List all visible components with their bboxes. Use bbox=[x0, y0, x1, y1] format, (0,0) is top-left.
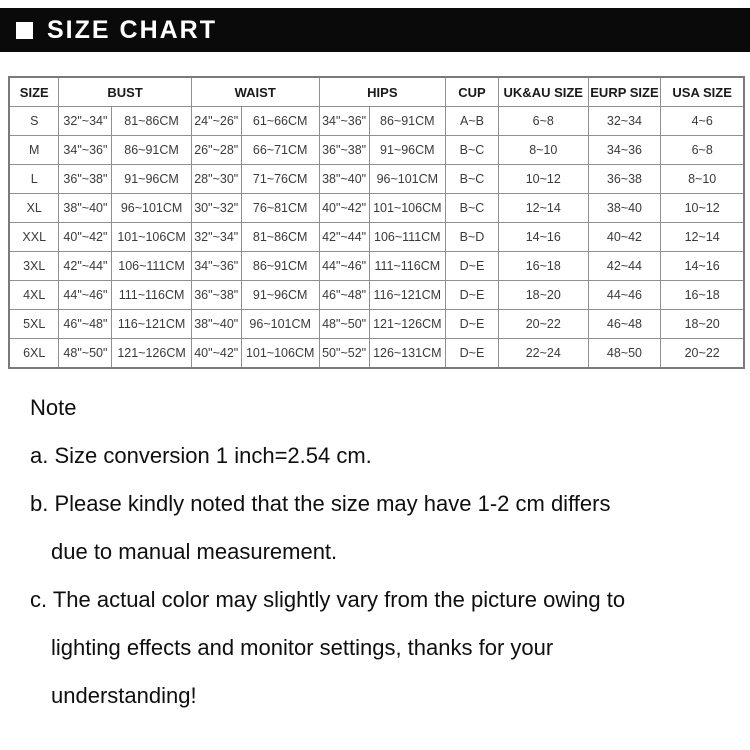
table-cell: 18~20 bbox=[661, 310, 744, 339]
note-line: due to manual measurement. bbox=[51, 539, 338, 564]
column-header-hips: HIPS bbox=[319, 77, 445, 107]
size-label-cell: XXL bbox=[9, 223, 59, 252]
table-cell: 126~131CM bbox=[369, 339, 445, 369]
table-row bbox=[9, 252, 744, 281]
table-cell: 22~24 bbox=[498, 339, 588, 369]
column-header-waist: WAIST bbox=[191, 77, 319, 107]
table-cell: 44"~46" bbox=[59, 281, 112, 310]
table-cell: 46"~48" bbox=[319, 281, 369, 310]
size-label-cell: M bbox=[9, 136, 59, 165]
note-line: a. Size conversion 1 inch=2.54 cm. bbox=[30, 443, 372, 468]
table-cell: 86~91CM bbox=[369, 107, 445, 136]
table-cell: 71~76CM bbox=[241, 165, 319, 194]
size-label-cell: S bbox=[9, 107, 59, 136]
table-cell: 44"~46" bbox=[319, 252, 369, 281]
table-cell: 36"~38" bbox=[191, 281, 241, 310]
table-cell: 61~66CM bbox=[241, 107, 319, 136]
table-cell: 36"~38" bbox=[319, 136, 369, 165]
table-cell: B~C bbox=[446, 194, 499, 223]
table-cell: 6~8 bbox=[661, 136, 744, 165]
table-cell: 8~10 bbox=[661, 165, 744, 194]
table-row bbox=[9, 339, 744, 369]
table-header-row bbox=[9, 77, 744, 107]
table-cell: 91~96CM bbox=[112, 165, 191, 194]
table-cell: 40"~42" bbox=[59, 223, 112, 252]
table-cell: 38"~40" bbox=[59, 194, 112, 223]
table-cell: 121~126CM bbox=[369, 310, 445, 339]
table-cell: 116~121CM bbox=[112, 310, 191, 339]
size-label-cell: 4XL bbox=[9, 281, 59, 310]
table-cell: 14~16 bbox=[498, 223, 588, 252]
table-cell: 36"~38" bbox=[59, 165, 112, 194]
notes-section bbox=[30, 384, 740, 720]
table-cell: 32"~34" bbox=[59, 107, 112, 136]
table-cell: 28"~30" bbox=[191, 165, 241, 194]
table-cell: 34"~36" bbox=[59, 136, 112, 165]
table-cell: 106~111CM bbox=[369, 223, 445, 252]
table-cell: 44~46 bbox=[588, 281, 661, 310]
table-cell: 24"~26" bbox=[191, 107, 241, 136]
table-cell: 48~50 bbox=[588, 339, 661, 369]
table-cell: 66~71CM bbox=[241, 136, 319, 165]
note-line: b. Please kindly noted that the size may have 1-2 cm differs bbox=[30, 491, 611, 516]
table-cell: 101~106CM bbox=[369, 194, 445, 223]
banner-title: SIZE CHART bbox=[47, 15, 217, 44]
table-row bbox=[9, 310, 744, 339]
table-cell: 40"~42" bbox=[319, 194, 369, 223]
table-cell: 30"~32" bbox=[191, 194, 241, 223]
table-cell: 36~38 bbox=[588, 165, 661, 194]
table-cell: 96~101CM bbox=[241, 310, 319, 339]
table-cell: 20~22 bbox=[498, 310, 588, 339]
table-cell: 121~126CM bbox=[112, 339, 191, 369]
column-header-uk-au-size: UK&AU SIZE bbox=[498, 77, 588, 107]
table-cell: 12~14 bbox=[498, 194, 588, 223]
table-cell: B~C bbox=[446, 136, 499, 165]
table-cell: 91~96CM bbox=[241, 281, 319, 310]
table-row bbox=[9, 281, 744, 310]
table-cell: D~E bbox=[446, 252, 499, 281]
table-cell: B~D bbox=[446, 223, 499, 252]
table-cell: D~E bbox=[446, 281, 499, 310]
size-chart-banner bbox=[0, 8, 750, 52]
table-row bbox=[9, 165, 744, 194]
table-cell: 34~36 bbox=[588, 136, 661, 165]
table-cell: 38~40 bbox=[588, 194, 661, 223]
table-cell: 48"~50" bbox=[59, 339, 112, 369]
table-cell: 50"~52" bbox=[319, 339, 369, 369]
table-cell: 101~106CM bbox=[241, 339, 319, 369]
column-header-cup: CUP bbox=[446, 77, 499, 107]
table-cell: 106~111CM bbox=[112, 252, 191, 281]
table-cell: 42"~44" bbox=[59, 252, 112, 281]
table-cell: 76~81CM bbox=[241, 194, 319, 223]
table-cell: 26"~28" bbox=[191, 136, 241, 165]
table-cell: 81~86CM bbox=[241, 223, 319, 252]
table-cell: A~B bbox=[446, 107, 499, 136]
table-cell: 111~116CM bbox=[369, 252, 445, 281]
size-label-cell: L bbox=[9, 165, 59, 194]
note-line: lighting effects and monitor settings, thanks for your bbox=[51, 635, 554, 660]
table-cell: 12~14 bbox=[661, 223, 744, 252]
column-header-eurp-size: EURP SIZE bbox=[588, 77, 661, 107]
table-row bbox=[9, 194, 744, 223]
size-chart-table bbox=[8, 76, 745, 369]
table-cell: 10~12 bbox=[661, 194, 744, 223]
column-header-usa-size: USA SIZE bbox=[661, 77, 744, 107]
table-cell: 91~96CM bbox=[369, 136, 445, 165]
table-cell: 42"~44" bbox=[319, 223, 369, 252]
notes-heading: Note bbox=[30, 395, 77, 420]
size-table-body bbox=[9, 107, 744, 369]
table-cell: 38"~40" bbox=[191, 310, 241, 339]
table-cell: 14~16 bbox=[661, 252, 744, 281]
table-cell: 96~101CM bbox=[112, 194, 191, 223]
table-cell: 34"~36" bbox=[319, 107, 369, 136]
notes-lines bbox=[30, 432, 740, 720]
square-bullet-icon bbox=[16, 22, 33, 39]
table-cell: 38"~40" bbox=[319, 165, 369, 194]
table-cell: 16~18 bbox=[498, 252, 588, 281]
table-cell: 116~121CM bbox=[369, 281, 445, 310]
column-header-bust: BUST bbox=[59, 77, 191, 107]
size-label-cell: XL bbox=[9, 194, 59, 223]
table-cell: 48"~50" bbox=[319, 310, 369, 339]
table-cell: 8~10 bbox=[498, 136, 588, 165]
table-cell: 32~34 bbox=[588, 107, 661, 136]
table-cell: B~C bbox=[446, 165, 499, 194]
table-row bbox=[9, 136, 744, 165]
table-cell: 101~106CM bbox=[112, 223, 191, 252]
table-cell: 6~8 bbox=[498, 107, 588, 136]
note-line: c. The actual color may slightly vary from the picture owing to bbox=[30, 587, 626, 612]
size-label-cell: 5XL bbox=[9, 310, 59, 339]
table-cell: 4~6 bbox=[661, 107, 744, 136]
table-cell: 86~91CM bbox=[112, 136, 191, 165]
table-cell: 40~42 bbox=[588, 223, 661, 252]
table-cell: 46"~48" bbox=[59, 310, 112, 339]
table-cell: 81~86CM bbox=[112, 107, 191, 136]
table-cell: 111~116CM bbox=[112, 281, 191, 310]
table-cell: 10~12 bbox=[498, 165, 588, 194]
table-cell: 46~48 bbox=[588, 310, 661, 339]
table-cell: 96~101CM bbox=[369, 165, 445, 194]
table-cell: 18~20 bbox=[498, 281, 588, 310]
table-row bbox=[9, 107, 744, 136]
column-header-size: SIZE bbox=[9, 77, 59, 107]
table-cell: 16~18 bbox=[661, 281, 744, 310]
size-label-cell: 6XL bbox=[9, 339, 59, 369]
table-cell: 40"~42" bbox=[191, 339, 241, 369]
table-cell: D~E bbox=[446, 310, 499, 339]
table-cell: D~E bbox=[446, 339, 499, 369]
table-cell: 32"~34" bbox=[191, 223, 241, 252]
table-cell: 34"~36" bbox=[191, 252, 241, 281]
table-cell: 86~91CM bbox=[241, 252, 319, 281]
size-label-cell: 3XL bbox=[9, 252, 59, 281]
note-line: understanding! bbox=[51, 683, 197, 708]
table-cell: 20~22 bbox=[661, 339, 744, 369]
table-row bbox=[9, 223, 744, 252]
table-cell: 42~44 bbox=[588, 252, 661, 281]
